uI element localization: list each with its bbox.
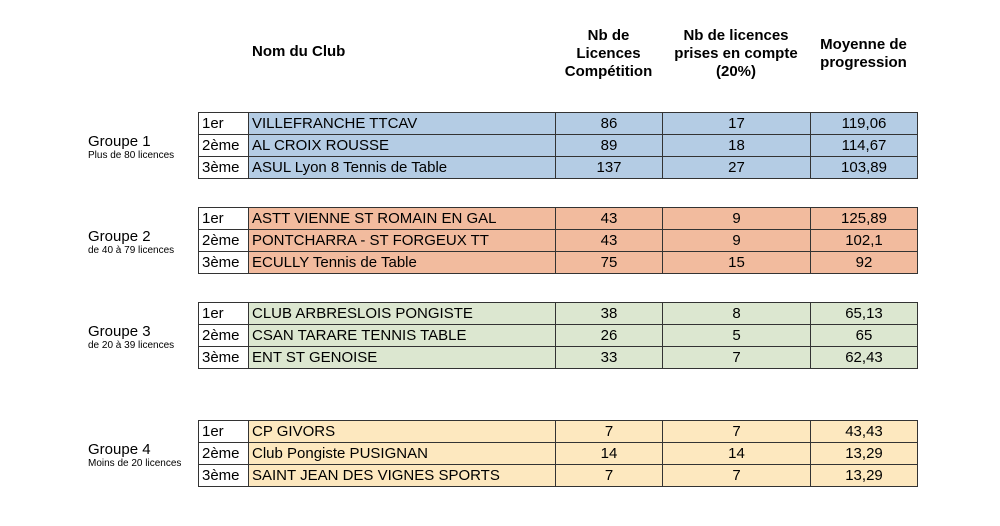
moyenne-cell: 125,89 bbox=[811, 208, 918, 230]
club-name-cell: CLUB ARBRESLOIS PONGISTE bbox=[249, 303, 556, 325]
table-row bbox=[199, 443, 918, 465]
header-nb-line1: Nb de bbox=[587, 27, 630, 44]
header-nb-licences bbox=[555, 27, 662, 81]
licences-prises-cell: 9 bbox=[663, 230, 811, 252]
group-subtitle: Moins de 20 licences bbox=[88, 458, 182, 469]
licences-prises-cell: 8 bbox=[663, 303, 811, 325]
table-row bbox=[199, 252, 918, 274]
table-row bbox=[199, 347, 918, 369]
moyenne-cell: 102,1 bbox=[811, 230, 918, 252]
table-row bbox=[199, 157, 918, 179]
club-name-cell: VILLEFRANCHE TTCAV bbox=[249, 113, 556, 135]
header-prises-line1: Nb de licences bbox=[683, 27, 789, 44]
header-prises-line3: (20%) bbox=[715, 63, 756, 80]
rank-cell: 2ème bbox=[199, 325, 249, 347]
rank-cell: 2ème bbox=[199, 230, 249, 252]
moyenne-cell: 65,13 bbox=[811, 303, 918, 325]
table-row bbox=[199, 230, 918, 252]
table-row bbox=[199, 465, 918, 487]
moyenne-cell: 13,29 bbox=[811, 443, 918, 465]
moyenne-cell: 62,43 bbox=[811, 347, 918, 369]
table-row bbox=[199, 113, 918, 135]
nb-licences-cell: 7 bbox=[556, 465, 663, 487]
rank-cell: 2ème bbox=[199, 443, 249, 465]
table-row bbox=[199, 303, 918, 325]
rank-cell: 3ème bbox=[199, 252, 249, 274]
group-table-1 bbox=[198, 112, 918, 179]
table-row bbox=[199, 421, 918, 443]
group-table-2 bbox=[198, 207, 918, 274]
group-subtitle: de 20 à 39 licences bbox=[88, 340, 175, 351]
group-label-3 bbox=[88, 323, 198, 352]
group-title: Groupe 1 bbox=[88, 133, 151, 150]
moyenne-cell: 43,43 bbox=[811, 421, 918, 443]
nb-licences-cell: 89 bbox=[556, 135, 663, 157]
rank-cell: 1er bbox=[199, 113, 249, 135]
club-name-cell: Club Pongiste PUSIGNAN bbox=[249, 443, 556, 465]
licences-prises-cell: 9 bbox=[663, 208, 811, 230]
rank-cell: 1er bbox=[199, 208, 249, 230]
licences-prises-cell: 7 bbox=[663, 421, 811, 443]
header-moy-line1: Moyenne de bbox=[820, 36, 907, 53]
licences-prises-cell: 17 bbox=[663, 113, 811, 135]
nb-licences-cell: 26 bbox=[556, 325, 663, 347]
nb-licences-cell: 33 bbox=[556, 347, 663, 369]
group-label-1 bbox=[88, 133, 198, 162]
group-subtitle: de 40 à 79 licences bbox=[88, 245, 175, 256]
nb-licences-cell: 38 bbox=[556, 303, 663, 325]
club-name-cell: PONTCHARRA - ST FORGEUX TT bbox=[249, 230, 556, 252]
table-row bbox=[199, 208, 918, 230]
club-name-cell: ASTT VIENNE ST ROMAIN EN GAL bbox=[249, 208, 556, 230]
group-label-4 bbox=[88, 441, 198, 470]
club-name-cell: ECULLY Tennis de Table bbox=[249, 252, 556, 274]
licences-prises-cell: 15 bbox=[663, 252, 811, 274]
club-name-cell: CP GIVORS bbox=[249, 421, 556, 443]
rank-cell: 3ème bbox=[199, 347, 249, 369]
licences-prises-cell: 27 bbox=[663, 157, 811, 179]
club-name-cell: AL CROIX ROUSSE bbox=[249, 135, 556, 157]
nb-licences-cell: 43 bbox=[556, 208, 663, 230]
club-name-cell: CSAN TARARE TENNIS TABLE bbox=[249, 325, 556, 347]
header-nb-line3: Compétition bbox=[564, 63, 653, 80]
header-moy-line2: progression bbox=[820, 54, 907, 71]
licences-prises-cell: 7 bbox=[663, 347, 811, 369]
group-table-4 bbox=[198, 420, 918, 487]
licences-prises-cell: 18 bbox=[663, 135, 811, 157]
rank-cell: 1er bbox=[199, 303, 249, 325]
rank-cell: 2ème bbox=[199, 135, 249, 157]
club-name-cell: ASUL Lyon 8 Tennis de Table bbox=[249, 157, 556, 179]
club-name-cell: SAINT JEAN DES VIGNES SPORTS bbox=[249, 465, 556, 487]
nb-licences-cell: 137 bbox=[556, 157, 663, 179]
moyenne-cell: 92 bbox=[811, 252, 918, 274]
table-row bbox=[199, 325, 918, 347]
header-moyenne-progression bbox=[810, 36, 917, 72]
header-nom-du-club: Nom du Club bbox=[252, 43, 346, 60]
group-label-2 bbox=[88, 228, 198, 257]
group-table-3 bbox=[198, 302, 918, 369]
licences-prises-cell: 14 bbox=[663, 443, 811, 465]
moyenne-cell: 13,29 bbox=[811, 465, 918, 487]
rank-cell: 1er bbox=[199, 421, 249, 443]
header-licences-prises bbox=[662, 27, 810, 81]
rank-cell: 3ème bbox=[199, 465, 249, 487]
rank-cell: 3ème bbox=[199, 157, 249, 179]
header-prises-line2: prises en compte bbox=[674, 45, 798, 62]
nb-licences-cell: 7 bbox=[556, 421, 663, 443]
moyenne-cell: 103,89 bbox=[811, 157, 918, 179]
group-subtitle: Plus de 80 licences bbox=[88, 150, 175, 161]
group-title: Groupe 3 bbox=[88, 323, 151, 340]
group-title: Groupe 2 bbox=[88, 228, 151, 245]
licences-prises-cell: 5 bbox=[663, 325, 811, 347]
moyenne-cell: 114,67 bbox=[811, 135, 918, 157]
licences-prises-cell: 7 bbox=[663, 465, 811, 487]
nb-licences-cell: 43 bbox=[556, 230, 663, 252]
club-name-cell: ENT ST GENOISE bbox=[249, 347, 556, 369]
table-row bbox=[199, 135, 918, 157]
moyenne-cell: 119,06 bbox=[811, 113, 918, 135]
nb-licences-cell: 14 bbox=[556, 443, 663, 465]
nb-licences-cell: 86 bbox=[556, 113, 663, 135]
moyenne-cell: 65 bbox=[811, 325, 918, 347]
header-nb-line2: Licences bbox=[576, 45, 641, 62]
nb-licences-cell: 75 bbox=[556, 252, 663, 274]
group-title: Groupe 4 bbox=[88, 441, 151, 458]
